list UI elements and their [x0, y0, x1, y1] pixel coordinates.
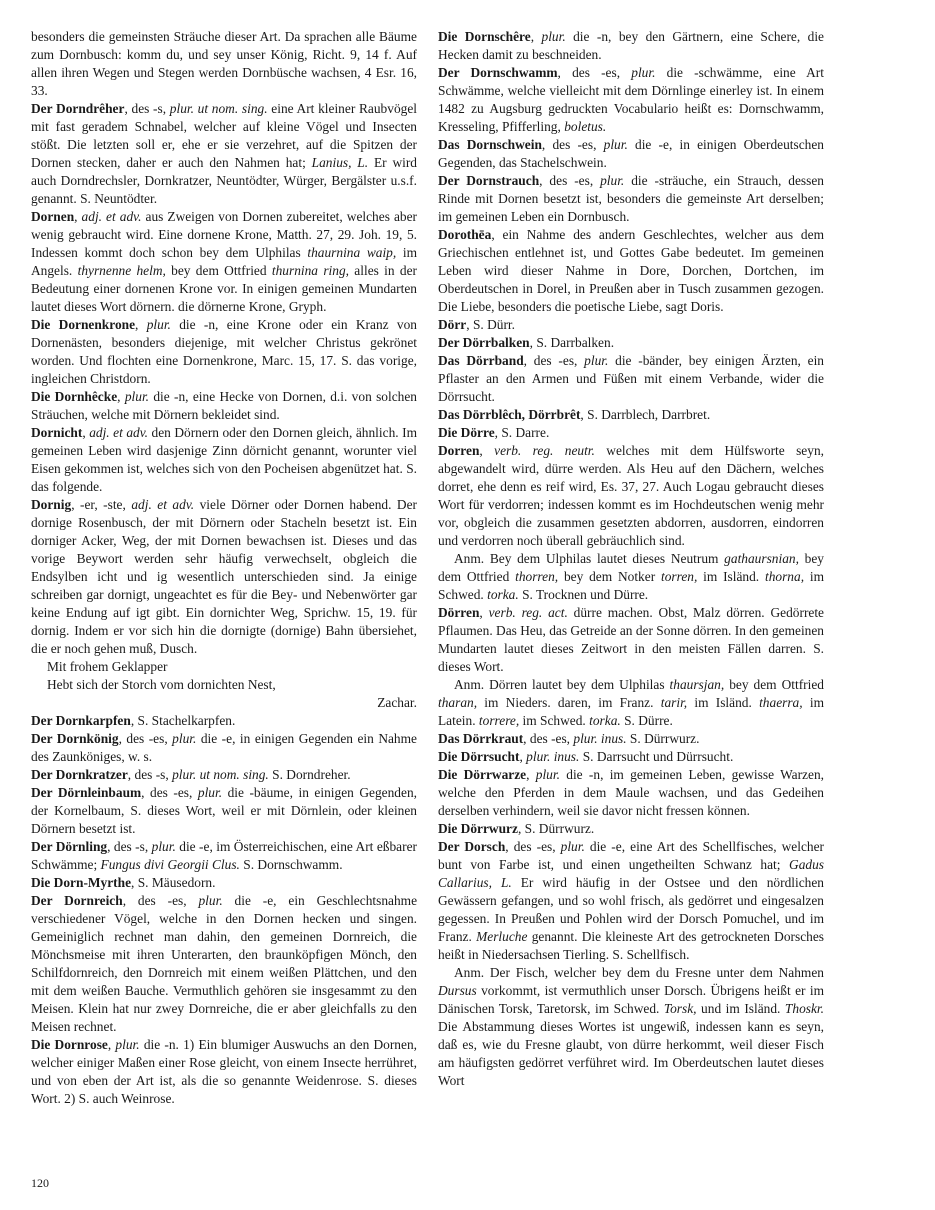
headword: Die Dörrwarze	[438, 767, 527, 782]
page-number: 120	[31, 1176, 49, 1190]
headword: Dornicht	[31, 425, 83, 440]
body-text: , des -es,	[523, 731, 574, 746]
body-text: die -schwämme, eine Art Schwämme, welche vielleicht mit dem Dörnlinge einerley ist. In einem 1482 zu Augsburg gedruckten Vocabulario heißt es: Dornschwamm, Kresseling, Pfifferling,	[438, 65, 824, 134]
body-text: eine Art kleiner Raubvögel mit fast geradem Schnabel, welcher auf kleine Vögel und Insecten stößt. Die letzten soll er, ehe er sie verzehret, auf die Spitzen der Dornen stecken, daher er auch den Nahmen hat;	[31, 101, 417, 170]
headword: Dorren	[438, 443, 480, 458]
entry-paragraph	[438, 316, 824, 334]
body-text: die -e, in einigen Oberdeutschen Gegenden, das Stachelschwein.	[438, 137, 824, 170]
entry-paragraph	[438, 28, 824, 64]
body-text: Anm. Der Fisch, welcher bey dem du Fresne unter dem Nahmen	[454, 965, 824, 980]
headword: Der Dornkönig	[31, 731, 119, 746]
italic-text: plur.	[124, 389, 150, 404]
body-text: Hebt sich der Storch vom dornichten Nest,	[47, 677, 276, 692]
entry-paragraph	[31, 838, 417, 874]
body-text: , des -es,	[122, 893, 199, 908]
body-text: S. Darrsucht und Dürrsucht.	[579, 749, 734, 764]
body-text: , ein Nahme des andern Geschlechtes, welcher aus dem Griechischen entlehnet ist, und Gottes Gabe bedeutet. Im gemeinen Leben wird dieser Nahme in Dore, Dorchen, Dortchen, im Oberdeutschen in Dorel, in Preußen aber in Tusch zusammen gezogen. Die Liebe, besonders die poetische Liebe, sagt Doris.	[438, 227, 824, 314]
italic-text: thorren,	[515, 569, 559, 584]
italic-text: thyrnenne helm,	[77, 263, 166, 278]
entry-paragraph	[31, 424, 417, 496]
headword: Der Dornstrauch	[438, 173, 540, 188]
verse-line	[31, 676, 417, 694]
italic-text: plur. inus.	[573, 731, 627, 746]
annotation-paragraph	[438, 550, 824, 604]
body-text: ,	[74, 209, 82, 224]
body-text: , des -es,	[118, 731, 173, 746]
entry-paragraph	[438, 406, 824, 424]
body-text: Mit frohem Geklapper	[47, 659, 168, 674]
italic-text: thorna,	[764, 569, 805, 584]
body-text: die -n, eine Hecke von Dornen, d.i. von solchen Sträuchen, welche mit Dörnern bekleidet sind.	[31, 389, 417, 422]
italic-text: plur.	[535, 767, 560, 782]
body-text: die -e, in einigen Gegenden ein Nahme des Zaunköniges, w. s.	[31, 731, 417, 764]
headword: Der Dörnling	[31, 839, 108, 854]
headword: Die Dörrwurz	[438, 821, 518, 836]
body-text: , des -es,	[541, 137, 604, 152]
body-text: , des -s,	[107, 839, 152, 854]
body-text: , S. Darre.	[494, 425, 550, 440]
body-text: alles in der Bedeutung einer dornenen Krone vor. In einigen gemeinen Mundarten lautet dieses Wort dörnern. die dörnerne Krone, Gryph.	[31, 263, 417, 314]
italic-text: adj. et adv.	[89, 425, 149, 440]
italic-text: plur. inus.	[526, 749, 580, 764]
body-text: im Latein.	[438, 695, 824, 728]
italic-text: thaerra,	[759, 695, 803, 710]
italic-text: thaurnina waip,	[307, 245, 397, 260]
italic-text: tarir,	[660, 695, 688, 710]
body-text: S. Trocknen und Dürre.	[518, 587, 649, 602]
body-text: den Dörnern oder den Dornen gleich, ähnlich. Im gemeinen Leben wird dasjenige Zinn dörnicht genannt, worunter viel Eisen gekommen ist, welches sich von den Pocheisen abgenützet hat. S. das folgende.	[31, 425, 417, 494]
body-text: im Schwed.	[438, 569, 825, 602]
body-text: im Nieders. daren, im Franz.	[477, 695, 661, 710]
body-text: Anm. Bey dem Ulphilas lautet dieses Neutrum	[454, 551, 725, 566]
headword: Die Dornenkrone	[31, 317, 136, 332]
italic-text: thurnina ring,	[271, 263, 349, 278]
headword: Die Dörrsucht	[438, 749, 520, 764]
headword: Die Dorn-Myrthe	[31, 875, 132, 890]
body-text: , S. Darrbalken.	[529, 335, 615, 350]
italic-text: plur.	[172, 731, 197, 746]
body-text: S. Dürrwurz.	[626, 731, 700, 746]
body-text: Zachar.	[377, 695, 417, 710]
italic-text: torka.	[487, 587, 519, 602]
headword: Dörr	[438, 317, 467, 332]
entry-paragraph	[438, 64, 824, 136]
body-text: , -er, -ste,	[71, 497, 132, 512]
verse-attribution	[31, 694, 417, 712]
italic-text: torrere,	[478, 713, 520, 728]
body-text: Die Abstammung dieses Wortes ist ungewiß, indessen kann es seyn, daß es, wie du Fresne glaubt, von dürre herkommt, weil dieser Fisch am häufigsten gedörret verführet wird. Im Oberdeutschen lautet dieses Wort	[438, 1019, 824, 1088]
body-text: ,	[519, 749, 527, 764]
headword: Der Dorsch	[438, 839, 506, 854]
body-text: besonders die gemeinsten Sträuche dieser Art. Da sprachen alle Bäume zum Dornbusch: komm du, und sey unser König, Richt. 9, 14 f. Auf allen ihren Wegen und Stegen werden Dornbüsche wachsen, 4 Esr. 16, 33.	[31, 29, 417, 98]
italic-text: Dursus	[438, 983, 477, 998]
body-text: ,	[479, 443, 495, 458]
annotation-paragraph	[438, 964, 824, 1090]
italic-text: adj. et adv.	[81, 209, 142, 224]
body-text: S. Dornschwamm.	[239, 857, 343, 872]
body-text: ,	[479, 605, 489, 620]
italic-text: gathaursnian,	[724, 551, 799, 566]
body-text: S. Dorndreher.	[268, 767, 351, 782]
italic-text: boletus.	[564, 119, 607, 134]
italic-text: plur.	[146, 317, 171, 332]
body-text: genannt. Die kleineste Art des getrockneten Dorsches heißt in Niedersachsen Tierling. S. Schellfisch.	[438, 929, 824, 962]
italic-text: Gadus Callarius, L.	[438, 857, 824, 890]
entry-paragraph	[438, 172, 824, 226]
body-text: bey dem Notker	[558, 569, 661, 584]
italic-text: Lanius, L.	[311, 155, 369, 170]
headword: Dorothēa	[438, 227, 492, 242]
body-text: die -e, eine Art des Schellfisches, welcher bunt von Farbe ist, und einen ungetheilten Schwanz hat;	[438, 839, 825, 872]
entry-paragraph	[438, 424, 824, 442]
body-text: bey dem Ottfried	[438, 551, 824, 584]
body-text: Er wird häufig in der Ostsee und den nördlichen Gewässern gefangen, und so wohl frisch, als gedörret und eingesalzen gegessen. In Preußen und Pohlen wird der Dorsch Pomuchel, und im Franz.	[438, 875, 825, 944]
entry-paragraph	[438, 334, 824, 352]
entry-paragraph	[31, 28, 417, 100]
entry-paragraph	[31, 766, 417, 784]
body-text: die -e, im Österreichischen, eine Art eßbarer Schwämme;	[31, 839, 417, 872]
italic-text: verb. reg. neutr.	[494, 443, 595, 458]
annotation-paragraph	[438, 676, 824, 730]
entry-paragraph	[31, 388, 417, 424]
body-text: die -n, im gemeinen Leben, gewisse Warzen, welche den Pferden in dem Maule wachsen, und das Gedeihen derselben verhindern, weil sie davor nicht fressen können.	[438, 767, 824, 818]
headword: Dornen	[31, 209, 75, 224]
body-text: , des -s,	[124, 101, 170, 116]
right-column	[438, 28, 824, 1090]
entry-paragraph	[31, 316, 417, 388]
entry-paragraph	[438, 820, 824, 838]
left-column	[31, 28, 417, 1108]
headword: Die Dornhêcke	[31, 389, 118, 404]
entry-paragraph	[438, 136, 824, 172]
headword: Der Dorndrêher	[31, 101, 125, 116]
headword: Der Dornkratzer	[31, 767, 128, 782]
body-text: die -e, ein Geschlechtsnahme verschiedener Vögel, welche in den Dornen hecken und singen. Gemeiniglich rechnet man dahin, den gemeinen Dornreich, die Mönchsmeise mit ihren Unterarten, den braunköpfigen Mönch, den Schilfdornreich, den Dornreich mit einem weißen Plättchen, und den mit dem weißen Bauche. Vermuthlich gehören sie insgesammt zu den Meisen. Klein hat nur zwey Dornreiche, die er aber gleichfalls zu den Meisen rechnet.	[31, 893, 418, 1034]
body-text: ,	[530, 29, 542, 44]
entry-paragraph	[31, 712, 417, 730]
body-text: welches mit dem Hülfsworte seyn, abgewandelt wird, dürre werden. Als Heu auf den Dächern, welches dorret, ehe denn es reif wird, Es. 37, 27. Auch Logau gebraucht dieses Wort für verdorren; indessen kommt es im Hochdeutschen wenig mehr vor, obgleich die zusammen gesetzten abdorren, ausdorren, eindorren und verdorren noch überall gebräuchlich sind.	[438, 443, 824, 548]
italic-text: adj. et adv.	[131, 497, 195, 512]
body-text: , S. Dürrwurz.	[517, 821, 595, 836]
italic-text: Torsk,	[663, 1001, 697, 1016]
body-text: , des -es,	[141, 785, 198, 800]
body-text: aus Zweigen von Dornen zubereitet, welches aber wenig gebraucht wird. Eine dornene Krone, Matth. 27, 29. Joh. 19, 5. Indessen kommt doch schon bey dem Ulphilas	[31, 209, 417, 260]
body-text: , S. Mäusedorn.	[131, 875, 216, 890]
body-text: ,	[107, 1037, 116, 1052]
body-text: dürre machen. Obst, Malz dörren. Gedörrete Pflaumen. Das Heu, das Getreide an der Sonne dörren. In den gemeinen Mundarten lautet dieses Zeitwort in den meisten Fällen darren. S. dieses Wort.	[438, 605, 825, 674]
headword: Der Dornkarpfen	[31, 713, 131, 728]
body-text: die -n, bey den Gärtnern, eine Schere, die Hecken damit zu beschneiden.	[438, 29, 824, 62]
entry-paragraph	[438, 838, 824, 964]
body-text: und im Isländ.	[696, 1001, 785, 1016]
italic-text: plur.	[600, 173, 625, 188]
italic-text: plur.	[197, 785, 223, 800]
headword: Der Dornschwamm	[438, 65, 558, 80]
italic-text: plur.	[560, 839, 585, 854]
body-text: viele Dörner oder Dornen habend. Der dornige Rosenbusch, der mit Dörnern oder Stacheln besetzt ist. Ein dorniger Acker, Weg, der mit Dornen bewachsen ist. Dieses und das vorige Beywort werden sehr häufig verwechselt, obgleich die Endsylben icht und ig wesentlich unterschieden sind. Ja einige schreiben gar dornigt, ungeachtet es für die Bey- und Nebenwörter gar keine Endung auf igt gibt. Ein dornichter Weg, Sprichw. 15, 19. für dornig. Indem er vor sich hin die dornigte (dornige) Bahn übersiehet, die er noch gehen muß, Dusch.	[31, 497, 417, 656]
italic-text: plur.	[151, 839, 176, 854]
entry-paragraph	[438, 730, 824, 748]
body-text: bey dem Ottfried	[165, 263, 272, 278]
headword: Dornig	[31, 497, 72, 512]
headword: Die Dornschêre	[438, 29, 531, 44]
body-text: im Isländ.	[697, 569, 765, 584]
verse-line	[31, 658, 417, 676]
body-text: im Isländ.	[687, 695, 760, 710]
italic-text: Thoskr.	[784, 1001, 824, 1016]
headword: Der Dörnleinbaum	[31, 785, 142, 800]
italic-text: torka.	[589, 713, 621, 728]
entry-paragraph	[31, 496, 417, 658]
entry-paragraph	[438, 604, 824, 676]
body-text: S. Dürre.	[620, 713, 673, 728]
entry-paragraph	[31, 892, 417, 1036]
entry-paragraph	[31, 1036, 417, 1108]
body-text: , des -es,	[539, 173, 601, 188]
headword: Die Dörre	[438, 425, 495, 440]
body-text: die -sträuche, ein Strauch, dessen Rinde mit Dornen besetzt ist, besonders die gemeinste Art derselben; im gemeinen Leben ein Dornbusch.	[438, 173, 824, 224]
headword: Das Dörrkraut	[438, 731, 524, 746]
italic-text: verb. reg. act.	[488, 605, 568, 620]
body-text: , S. Darrblech, Darrbret.	[580, 407, 711, 422]
entry-paragraph	[31, 100, 417, 208]
body-text: die -n, eine Krone oder ein Kranz von Dornenästen, besonders diejenige, mit welcher Christus gekrönet worden. Und flochten eine Dornenkrone, Marc. 15, 17. S. das vorige, ingleichen Christdorn.	[31, 317, 417, 386]
italic-text: plur.	[631, 65, 656, 80]
body-text: , S. Stachelkarpfen.	[130, 713, 236, 728]
headword: Das Dornschwein	[438, 137, 542, 152]
italic-text: plur.	[198, 893, 223, 908]
body-text: ,	[135, 317, 147, 332]
headword: Die Dornrose	[31, 1037, 108, 1052]
body-text: Er wird auch Dorndrechsler, Dornkratzer, Neuntödter, Würger, Bergälster u.s.f. genannt. S. Neuntödter.	[31, 155, 417, 206]
headword: Das Dörrband	[438, 353, 524, 368]
entry-paragraph	[438, 352, 824, 406]
italic-text: plur.	[584, 353, 609, 368]
italic-text: Fungus divi Georgii Clus.	[100, 857, 240, 872]
headword: Das Dörrblêch, Dörrbrêt	[438, 407, 581, 422]
headword: Der Dornreich	[31, 893, 123, 908]
italic-text: tharan,	[438, 695, 478, 710]
body-text: , des -es,	[523, 353, 585, 368]
body-text: ,	[117, 389, 125, 404]
italic-text: plur.	[603, 137, 628, 152]
entry-paragraph	[31, 874, 417, 892]
headword: Dörren	[438, 605, 480, 620]
entry-paragraph	[438, 226, 824, 316]
entry-paragraph	[31, 208, 417, 316]
body-text: , S. Dürr.	[466, 317, 515, 332]
entry-paragraph	[438, 442, 824, 550]
body-text: im Angels.	[31, 245, 418, 278]
body-text: , des -s,	[127, 767, 173, 782]
italic-text: plur.	[115, 1037, 140, 1052]
entry-paragraph	[438, 748, 824, 766]
headword: Der Dörrbalken	[438, 335, 530, 350]
entry-paragraph	[438, 766, 824, 820]
body-text: , des -es,	[557, 65, 632, 80]
italic-text: plur. ut nom. sing.	[172, 767, 269, 782]
italic-text: plur.	[541, 29, 566, 44]
body-text: Anm. Dörren lautet bey dem Ulphilas	[454, 677, 670, 692]
body-text: , des -es,	[505, 839, 561, 854]
entry-paragraph	[31, 730, 417, 766]
body-text: ,	[82, 425, 90, 440]
body-text: die -bäume, in einigen Gegenden, der Kornelbaum, S. dieses Wort, weil er mit Dörnlein, oder kleinen Dörnern besetzt ist.	[31, 785, 417, 836]
body-text: die -n. 1) Ein blumiger Auswuchs an den Dornen, welcher einiger Maßen einer Rose gleicht, von einem Insecte herrühret, und von eben der Art ist, als die so genannte Weidenrose. S. dieses Wort. 2) S. auch Weinrose.	[31, 1037, 417, 1106]
italic-text: thaursjan,	[669, 677, 725, 692]
body-text: bey dem Ottfried	[724, 677, 824, 692]
body-text: die -bänder, bey einigen Ärzten, ein Pflaster an den Armen und Füßen mit einem Verbande, wider die Dörrsucht.	[438, 353, 824, 404]
italic-text: Merluche	[476, 929, 528, 944]
body-text: im Schwed.	[519, 713, 590, 728]
body-text: vorkommt, ist vermuthlich unser Dorsch. Übrigens heißt er im Dänischen Torsk, Taretorsk, im Schwed.	[438, 983, 824, 1016]
body-text: ,	[526, 767, 536, 782]
italic-text: plur. ut nom. sing.	[169, 101, 268, 116]
entry-paragraph	[31, 784, 417, 838]
italic-text: torren,	[660, 569, 698, 584]
